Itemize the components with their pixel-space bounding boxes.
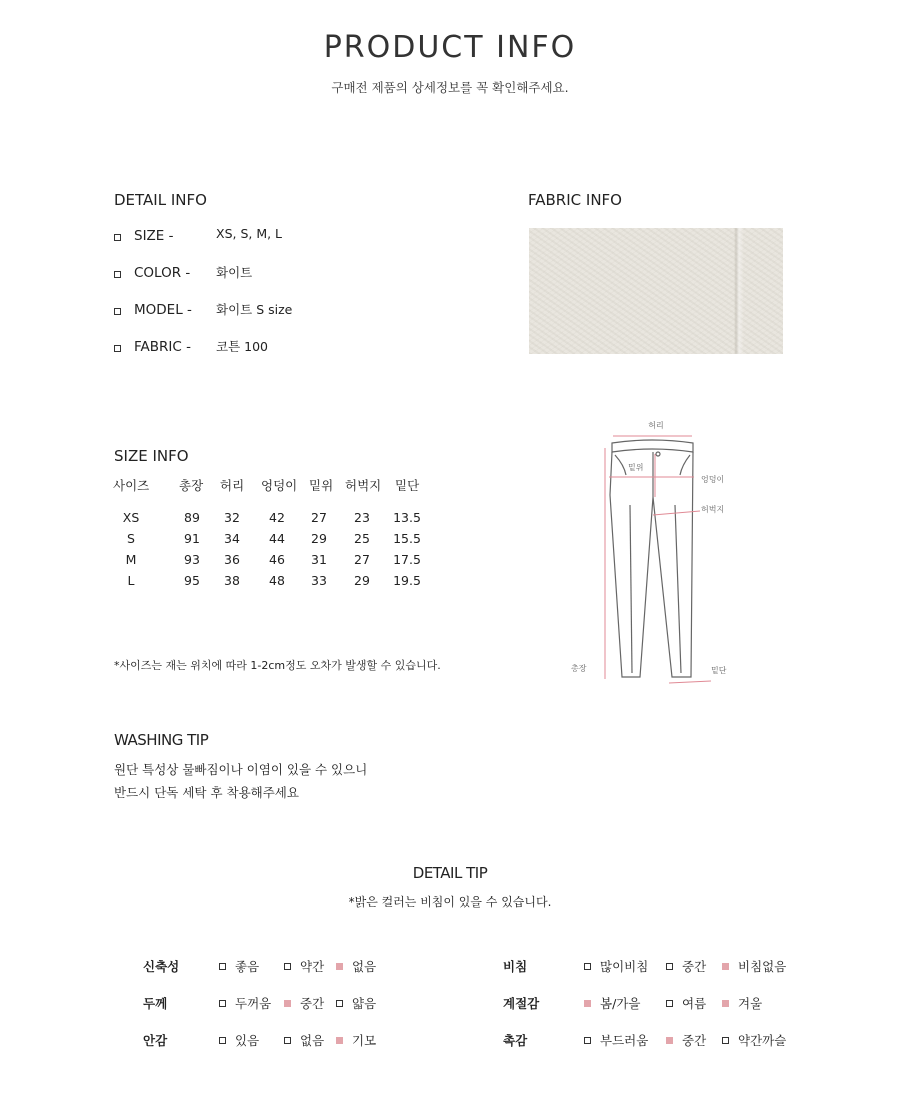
detail-tip-option-label: 없음 <box>300 1033 325 1048</box>
checkbox-square <box>114 234 121 241</box>
washing-tip-heading: WASHING TIP <box>114 731 209 749</box>
detail-row-label: MODEL - <box>134 302 192 318</box>
size-table-header: 총장 <box>179 478 204 493</box>
checked-marker <box>722 963 729 970</box>
unchecked-marker <box>666 1000 673 1007</box>
checkbox-square <box>114 271 121 278</box>
detail-tip-label: 비침 <box>503 959 528 974</box>
fabric-info-heading: FABRIC INFO <box>528 191 622 209</box>
diagram-label-thigh: 허벅지 <box>701 505 725 514</box>
detail-tip-subtitle: *밝은 컬러는 비침이 있을 수 있습니다. <box>348 895 552 909</box>
detail-tip-option <box>584 957 648 975</box>
detail-tip-option-label: 얇음 <box>352 996 377 1011</box>
checked-marker <box>666 1037 673 1044</box>
size-table-cell: 44 <box>269 531 285 546</box>
detail-tip-option <box>666 994 706 1012</box>
size-table-cell: 27 <box>311 510 327 525</box>
pants-size-diagram <box>560 415 740 690</box>
detail-tip-option <box>284 994 324 1012</box>
unchecked-marker <box>666 963 673 970</box>
detail-tip-label: 촉감 <box>503 1033 528 1048</box>
detail-tip-option <box>722 957 786 975</box>
size-table-cell: 17.5 <box>393 552 421 567</box>
size-table-header: 밑위 <box>309 478 334 493</box>
detail-tip-option <box>336 957 376 975</box>
unchecked-marker <box>219 1000 226 1007</box>
detail-tip-option <box>666 957 706 975</box>
size-table-cell: 23 <box>354 510 370 525</box>
size-table-cell: 15.5 <box>393 531 421 546</box>
diagram-label-rise: 밑위 <box>628 463 644 472</box>
detail-tip-option-label: 봄/가을 <box>600 996 641 1011</box>
detail-tip-option-label: 중간 <box>682 1033 707 1048</box>
fabric-swatch-image <box>529 228 783 354</box>
size-table-cell: 25 <box>354 531 370 546</box>
checkbox-square <box>114 308 121 315</box>
size-table-cell: 93 <box>184 552 200 567</box>
size-table-cell: 36 <box>224 552 240 567</box>
detail-tip-option-label: 좋음 <box>235 959 260 974</box>
detail-tip-option-label: 두꺼움 <box>235 996 272 1011</box>
size-table-cell: 46 <box>269 552 285 567</box>
detail-tip-label: 안감 <box>143 1033 168 1048</box>
size-table-cell: 32 <box>224 510 240 525</box>
page-title: PRODUCT INFO <box>323 30 577 65</box>
size-table-cell: S <box>127 531 135 546</box>
detail-tip-option-label: 여름 <box>682 996 707 1011</box>
detail-tip-option-label: 약간 <box>300 959 325 974</box>
page-subtitle: 구매전 제품의 상세정보를 꼭 확인해주세요. <box>331 80 569 95</box>
size-info-heading: SIZE INFO <box>114 447 189 465</box>
unchecked-marker <box>219 963 226 970</box>
detail-tip-option <box>722 994 762 1012</box>
detail-row-value: XS, S, M, L <box>216 226 283 241</box>
size-table-cell: M <box>125 552 137 567</box>
size-table-cell: 34 <box>224 531 240 546</box>
detail-tip-option-label: 부드러움 <box>600 1033 649 1048</box>
detail-tip-option-label: 많이비침 <box>600 959 649 974</box>
detail-tip-option <box>219 1031 259 1049</box>
size-table-cell: 38 <box>224 573 240 588</box>
size-table-cell: 19.5 <box>393 573 421 588</box>
detail-tip-label: 두께 <box>143 996 168 1011</box>
size-table-cell: 27 <box>354 552 370 567</box>
detail-tip-option <box>336 994 376 1012</box>
size-table-header: 엉덩이 <box>261 478 298 493</box>
unchecked-marker <box>722 1037 729 1044</box>
detail-tip-label: 신축성 <box>143 959 180 974</box>
size-table-cell: 31 <box>311 552 327 567</box>
checked-marker <box>584 1000 591 1007</box>
detail-row-label: FABRIC - <box>134 339 191 355</box>
detail-tip-option <box>584 994 640 1012</box>
size-table-header: 허벅지 <box>345 478 382 493</box>
detail-tip-option-label: 없음 <box>352 959 377 974</box>
diagram-label-waist: 허리 <box>648 421 664 430</box>
detail-tip-option <box>336 1031 376 1049</box>
detail-row-value: 코튼 100 <box>216 339 268 354</box>
detail-row-value: 화이트 S size <box>216 302 293 317</box>
unchecked-marker <box>584 963 591 970</box>
diagram-label-length: 총장 <box>571 664 587 673</box>
size-table-header: 사이즈 <box>113 478 150 493</box>
detail-tip-option <box>284 1031 324 1049</box>
size-table-cell: 91 <box>184 531 200 546</box>
detail-tip-option <box>666 1031 706 1049</box>
size-table-cell: 33 <box>311 573 327 588</box>
checked-marker <box>284 1000 291 1007</box>
size-table-cell: 89 <box>184 510 200 525</box>
detail-tip-label: 계절감 <box>503 996 540 1011</box>
detail-tip-option-label: 중간 <box>682 959 707 974</box>
unchecked-marker <box>336 1000 343 1007</box>
detail-tip-option <box>722 1031 786 1049</box>
size-table-cell: XS <box>122 510 140 525</box>
size-table-header: 허리 <box>220 478 245 493</box>
checkbox-square <box>114 345 121 352</box>
checked-marker <box>336 1037 343 1044</box>
diagram-label-hem: 밑단 <box>711 666 727 675</box>
detail-row-label: SIZE - <box>134 228 174 244</box>
unchecked-marker <box>284 1037 291 1044</box>
size-table-cell: 29 <box>354 573 370 588</box>
unchecked-marker <box>584 1037 591 1044</box>
size-table-cell: 42 <box>269 510 285 525</box>
detail-tip-option-label: 기모 <box>352 1033 377 1048</box>
detail-row-label: COLOR - <box>134 265 191 281</box>
size-table-cell: 29 <box>311 531 327 546</box>
size-table-header: 밑단 <box>395 478 420 493</box>
washing-tip-line-1: 원단 특성상 물빠짐이나 이염이 있을 수 있으니 <box>114 762 368 777</box>
diagram-label-hip: 엉덩이 <box>701 475 725 484</box>
detail-info-heading: DETAIL INFO <box>114 191 207 209</box>
size-table-cell: 13.5 <box>393 510 421 525</box>
detail-tip-heading: DETAIL TIP <box>412 864 488 882</box>
size-table-cell: L <box>127 573 135 588</box>
detail-tip-option <box>219 994 271 1012</box>
detail-tip-option <box>284 957 324 975</box>
washing-tip-line-2: 반드시 단독 세탁 후 착용해주세요 <box>114 785 299 800</box>
checked-marker <box>336 963 343 970</box>
detail-tip-option <box>584 1031 648 1049</box>
detail-tip-option-label: 있음 <box>235 1033 260 1048</box>
detail-tip-option-label: 겨울 <box>738 996 763 1011</box>
detail-row-value: 화이트 <box>216 265 253 280</box>
unchecked-marker <box>219 1037 226 1044</box>
detail-tip-option <box>219 957 259 975</box>
unchecked-marker <box>284 963 291 970</box>
size-note: *사이즈는 재는 위치에 따라 1-2cm정도 오차가 발생할 수 있습니다. <box>114 659 441 672</box>
size-table-cell: 95 <box>184 573 200 588</box>
detail-tip-option-label: 약간까슬 <box>738 1033 787 1048</box>
checked-marker <box>722 1000 729 1007</box>
detail-tip-option-label: 비침없음 <box>738 959 787 974</box>
detail-tip-option-label: 중간 <box>300 996 325 1011</box>
size-table-cell: 48 <box>269 573 285 588</box>
